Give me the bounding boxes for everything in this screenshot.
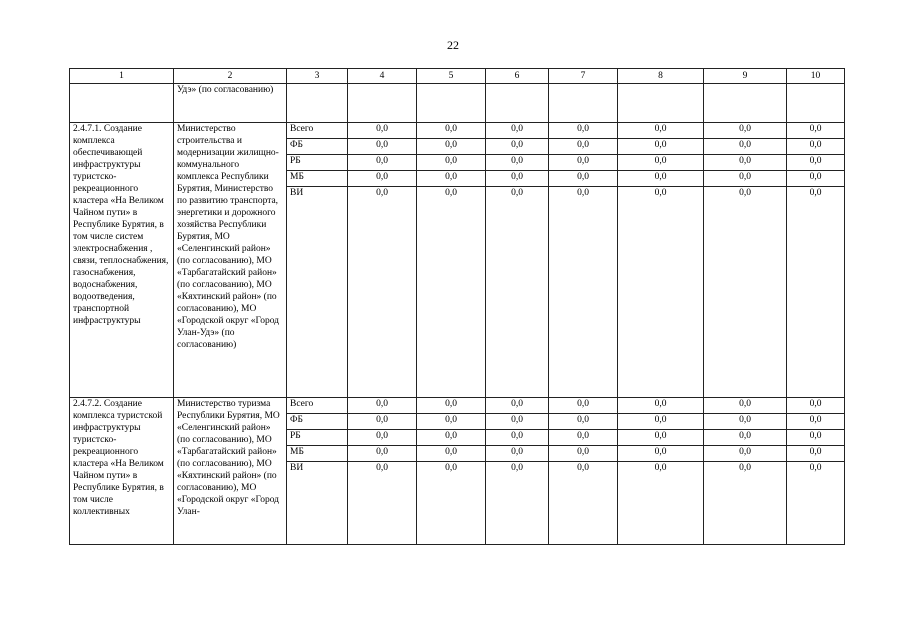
- measure-cell: [70, 84, 174, 123]
- value-cell: 0,0: [348, 155, 417, 171]
- value-cell: 0,0: [486, 139, 549, 155]
- value-cell: 0,0: [417, 446, 486, 462]
- page-number: 22: [447, 38, 459, 52]
- responsible-text: Министерство строительства и модернизации жилищно-коммунального комплекса Республики Бурятия, Министерство по развитию транспорта, энергетики и дорожного хозяйства Республики Бурятия, МО «Селенгинский район» (по согласованию), МО «Тарбагатайский район» (по согласованию), МО «Кяхтинский район» (по согласованию), МО «Городской округ «Город Улан-Удэ» (по согласованию): [177, 124, 280, 350]
- value-cell: 0,0: [787, 430, 845, 446]
- responsible-cell: [174, 123, 287, 398]
- value-cell: 0,0: [549, 398, 618, 414]
- source-label: ФБ: [287, 139, 348, 155]
- value-cell: [549, 84, 618, 123]
- continuation-row: [70, 84, 845, 123]
- value-cell: 0,0: [618, 462, 704, 545]
- value-cell: 0,0: [417, 187, 486, 398]
- table-row: [70, 398, 845, 414]
- value-cell: 0,0: [417, 155, 486, 171]
- source-label: РБ: [287, 430, 348, 446]
- value-cell: 0,0: [486, 446, 549, 462]
- header-cell: 1: [70, 69, 174, 84]
- value-cell: 0,0: [787, 462, 845, 545]
- value-cell: 0,0: [549, 123, 618, 139]
- header-cell: 2: [174, 69, 287, 84]
- value-cell: 0,0: [486, 171, 549, 187]
- value-cell: 0,0: [704, 123, 787, 139]
- header-cell: 5: [417, 69, 486, 84]
- source-label: ВИ: [287, 187, 348, 398]
- table-row: [70, 123, 845, 139]
- value-cell: [486, 84, 549, 123]
- value-cell: 0,0: [348, 430, 417, 446]
- header-cell: 3: [287, 69, 348, 84]
- responsible-text: Министерство туризма Республики Бурятия, МО «Селенгинский район» (по согласованию), МО «Тарбагатайский район» (по согласованию), МО «Кяхтинский район» (по согласованию), МО «Городской округ «Город Улан-: [177, 399, 280, 517]
- value-cell: 0,0: [549, 187, 618, 398]
- value-cell: [348, 84, 417, 123]
- value-cell: 0,0: [486, 187, 549, 398]
- value-cell: [618, 84, 704, 123]
- header-cell: 7: [549, 69, 618, 84]
- value-cell: 0,0: [348, 171, 417, 187]
- value-cell: 0,0: [486, 155, 549, 171]
- value-cell: 0,0: [618, 187, 704, 398]
- value-cell: 0,0: [417, 398, 486, 414]
- measure-text: 2.4.7.2. Создание комплекса туристской инфраструктуры туристско-рекреационного кластера «На Великом Чайном пути» в Республике Бурятия, в том числе коллективных: [73, 399, 164, 517]
- value-cell: 0,0: [348, 123, 417, 139]
- value-cell: 0,0: [618, 171, 704, 187]
- value-cell: 0,0: [549, 171, 618, 187]
- value-cell: 0,0: [417, 123, 486, 139]
- responsible-text: Удэ» (по согласованию): [177, 85, 274, 95]
- value-cell: 0,0: [549, 430, 618, 446]
- value-cell: 0,0: [704, 462, 787, 545]
- value-cell: 0,0: [787, 414, 845, 430]
- source-label: ФБ: [287, 414, 348, 430]
- value-cell: 0,0: [348, 139, 417, 155]
- value-cell: 0,0: [417, 414, 486, 430]
- header-cell: 8: [618, 69, 704, 84]
- value-cell: 0,0: [417, 430, 486, 446]
- value-cell: 0,0: [417, 462, 486, 545]
- value-cell: 0,0: [486, 462, 549, 545]
- value-cell: 0,0: [348, 462, 417, 545]
- budget-table: [69, 68, 845, 545]
- source-label: Всего: [287, 123, 348, 139]
- value-cell: 0,0: [704, 139, 787, 155]
- value-cell: 0,0: [704, 155, 787, 171]
- source-cell: [287, 84, 348, 123]
- measure-cell: [70, 398, 174, 545]
- source-label: ВИ: [287, 462, 348, 545]
- value-cell: 0,0: [618, 123, 704, 139]
- value-cell: 0,0: [787, 155, 845, 171]
- value-cell: 0,0: [787, 446, 845, 462]
- value-cell: 0,0: [486, 414, 549, 430]
- source-label: РБ: [287, 155, 348, 171]
- value-cell: 0,0: [704, 414, 787, 430]
- header-cell: 9: [704, 69, 787, 84]
- value-cell: 0,0: [549, 139, 618, 155]
- value-cell: 0,0: [618, 446, 704, 462]
- value-cell: 0,0: [486, 430, 549, 446]
- source-label: МБ: [287, 446, 348, 462]
- value-cell: 0,0: [787, 398, 845, 414]
- value-cell: 0,0: [549, 414, 618, 430]
- source-label: МБ: [287, 171, 348, 187]
- header-cell: 4: [348, 69, 417, 84]
- responsible-cell: [174, 84, 287, 123]
- value-cell: 0,0: [787, 187, 845, 398]
- responsible-cell: [174, 398, 287, 545]
- value-cell: 0,0: [549, 155, 618, 171]
- header-row: [70, 69, 845, 84]
- value-cell: 0,0: [549, 462, 618, 545]
- value-cell: 0,0: [618, 430, 704, 446]
- value-cell: 0,0: [348, 446, 417, 462]
- value-cell: 0,0: [787, 139, 845, 155]
- value-cell: 0,0: [348, 414, 417, 430]
- value-cell: 0,0: [618, 139, 704, 155]
- value-cell: 0,0: [704, 446, 787, 462]
- value-cell: 0,0: [348, 398, 417, 414]
- header-cell: 6: [486, 69, 549, 84]
- value-cell: 0,0: [417, 171, 486, 187]
- value-cell: 0,0: [704, 171, 787, 187]
- value-cell: 0,0: [787, 123, 845, 139]
- value-cell: 0,0: [618, 155, 704, 171]
- value-cell: 0,0: [486, 398, 549, 414]
- value-cell: [417, 84, 486, 123]
- value-cell: 0,0: [348, 187, 417, 398]
- value-cell: 0,0: [704, 398, 787, 414]
- value-cell: 0,0: [618, 398, 704, 414]
- value-cell: 0,0: [704, 187, 787, 398]
- measure-cell: [70, 123, 174, 398]
- value-cell: [787, 84, 845, 123]
- value-cell: 0,0: [417, 139, 486, 155]
- header-cell: 10: [787, 69, 845, 84]
- value-cell: 0,0: [486, 123, 549, 139]
- value-cell: 0,0: [704, 430, 787, 446]
- measure-text: 2.4.7.1. Создание комплекса обеспечивающей инфраструктуры туристско-рекреационного кластера «На Великом Чайном пути» в Республике Бурятия, в том числе систем электроснабжения , связи, теплоснабжения, газоснабжения, водоснабжения, водоотведения, транспортной инфраструктуры: [73, 124, 169, 326]
- value-cell: 0,0: [618, 414, 704, 430]
- source-label: Всего: [287, 398, 348, 414]
- value-cell: 0,0: [549, 446, 618, 462]
- value-cell: [704, 84, 787, 123]
- value-cell: 0,0: [787, 171, 845, 187]
